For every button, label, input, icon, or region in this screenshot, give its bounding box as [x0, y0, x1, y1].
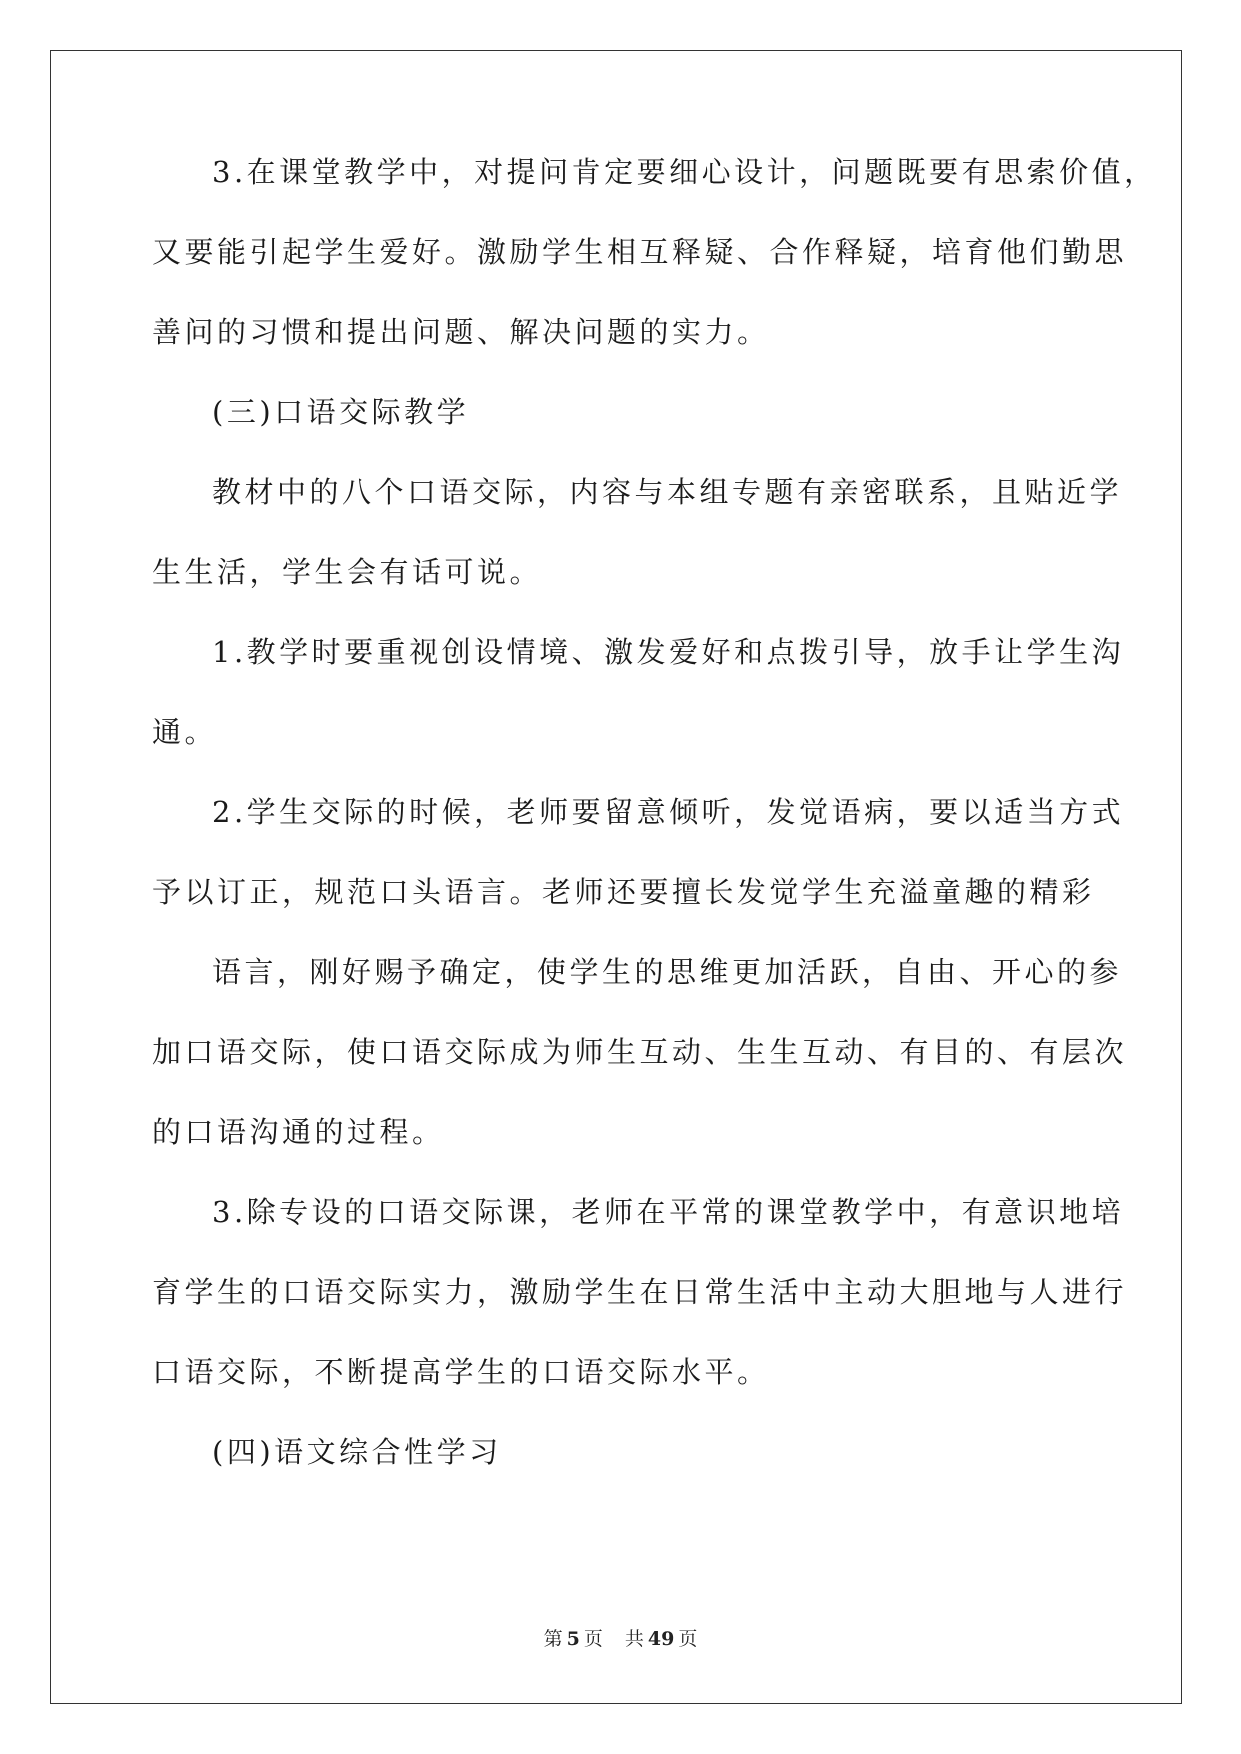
text-line: 育学生的口语交际实力，激励学生在日常生活中主动大胆地与人进行 — [152, 1275, 1128, 1309]
text-line: 3.在课堂教学中，对提问肯定要细心设计，问题既要有思索价值， — [212, 155, 1157, 189]
page-footer — [0, 1626, 1241, 1652]
text-line: 3.除专设的口语交际课，老师在平常的课堂教学中，有意识地培 — [212, 1195, 1125, 1229]
section-heading: (三)口语交际教学 — [212, 395, 470, 429]
text-line: 教材中的八个口语交际，内容与本组专题有亲密联系，且贴近学 — [212, 475, 1123, 509]
text-line: 的口语沟通的过程。 — [152, 1115, 445, 1149]
text-line: 予以订正，规范口头语言。老师还要擅长发觉学生充溢童趣的精彩 — [152, 875, 1095, 909]
page-number: 5 — [566, 1628, 580, 1650]
text-line: 语言，刚好赐予确定，使学生的思维更加活跃，自由、开心的参 — [212, 955, 1123, 989]
text-line: 口语交际，不断提高学生的口语交际水平。 — [152, 1355, 770, 1389]
text-line: 通。 — [152, 715, 218, 749]
total-pages: 49 — [647, 1628, 675, 1650]
total-suffix: 页 — [678, 1628, 698, 1650]
text-line: 善问的习惯和提出问题、解决问题的实力。 — [152, 315, 770, 349]
page-prefix: 第 — [543, 1628, 563, 1650]
total-prefix: 共 — [624, 1628, 644, 1650]
text-line: 又要能引起学生爱好。激励学生相互释疑、合作释疑，培育他们勤思 — [152, 235, 1128, 269]
page-suffix: 页 — [583, 1628, 603, 1650]
text-line: 1.教学时要重视创设情境、激发爱好和点拨引导，放手让学生沟 — [212, 635, 1125, 669]
section-heading: (四)语文综合性学习 — [212, 1435, 502, 1469]
text-line: 加口语交际，使口语交际成为师生互动、生生互动、有目的、有层次 — [152, 1035, 1128, 1069]
text-line: 2.学生交际的时候，老师要留意倾听，发觉语病，要以适当方式 — [212, 795, 1125, 829]
text-line: 生生活，学生会有话可说。 — [152, 555, 543, 589]
